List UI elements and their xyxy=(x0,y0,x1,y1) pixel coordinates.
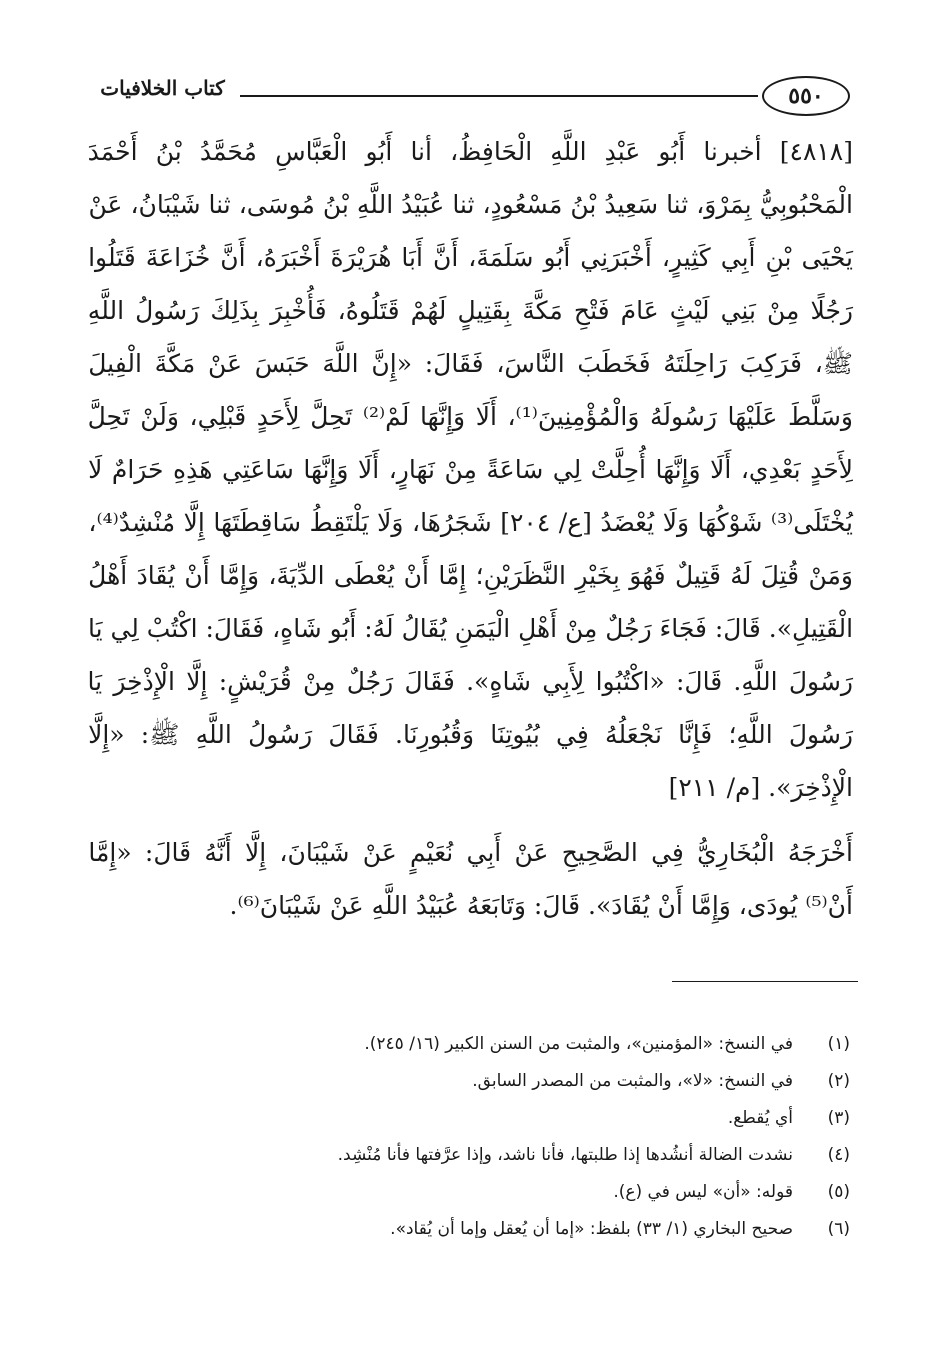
footnote-number: (١) xyxy=(827,1033,850,1054)
footnote xyxy=(100,1173,850,1210)
footnote-text: نشدت الضالة أنشُدها إذا طلبتها، فأنا ناشد، وإذا عرَّفتها فأنا مُنْشِد. xyxy=(337,1144,793,1165)
page-header xyxy=(90,62,850,122)
text-line: وَسَلَّطَ عَلَيْهَا رَسُولَهُ وَالْمُؤْمِنِينَ⁽¹⁾، أَلَا وَإِنَّهَا لَمْ⁽²⁾ تَحِلَّ لِأَحَدٍ قَبْلِي، وَلَنْ تَحِلَّ xyxy=(87,402,853,431)
footnote-text: أي يُقطع. xyxy=(727,1107,793,1128)
text-line: رَسُولَ اللَّهِ؛ فَإِنَّا نَجْعَلُهُ فِي بُيُوتِنَا وَقُبُورِنَا. فَقَالَ رَسُولُ اللَّهِ ﷺ: «إِلَّا xyxy=(88,720,853,749)
text-line: رَسُولَ اللَّهِ. قَالَ: «اكْتُبُوا لِأَبِي شَاهٍ». فَقَالَ رَجُلٌ مِنْ قُرَيْشٍ: إِلَّا الْإِذْخِرَ يَا xyxy=(87,667,853,696)
footnote-number: (٥) xyxy=(827,1181,850,1202)
text-line: ﷺ، فَرَكِبَ رَاحِلَتَهُ فَخَطَبَ النَّاسَ، فَقَالَ: «إِنَّ اللَّهَ حَبَسَ عَنْ مَكَّةَ الْفِيلَ xyxy=(88,349,853,378)
text-line: الْإِذْخِرَ». [م/ ٢١١] xyxy=(668,773,853,802)
footnote-number: (٦) xyxy=(827,1218,850,1239)
text-line: يُخْتَلَى⁽³⁾ شَوْكُهَا وَلَا يُعْضَدُ [ع/ ٢٠٤] شَجَرُهَا، وَلَا يَلْتَقِطُ سَاقِطَتَهَا إِلَّا مُنْشِدٌ⁽⁴⁾، xyxy=(88,508,853,537)
paragraph-gap xyxy=(88,814,853,826)
footnote-number: (٢) xyxy=(827,1070,850,1091)
footnote-text: في النسخ: «المؤمنين»، والمثبت من السنن الكبير (١٦/ ٢٤٥). xyxy=(364,1033,793,1054)
footnote-separator xyxy=(672,981,858,982)
footnote-text: صحيح البخاري (١/ ٣٣) بلفظ: «إما أن يُعقل وإما أن يُقاد». xyxy=(390,1218,793,1239)
text-line: الْقَتِيلِ». قَالَ: فَجَاءَ رَجُلٌ مِنْ أَهْلِ الْيَمَنِ يُقَالُ لَهُ: أَبُو شَاهٍ، فَقَالَ: اكْتُبْ لِي يَا xyxy=(87,614,853,643)
text-line: لِأَحَدٍ بَعْدِي، أَلَا وَإِنَّهَا أُحِلَّتْ لِي سَاعَةً مِنْ نَهَارٍ، أَلَا وَإِنَّهَا سَاعَتِي هَذِهِ حَرَامٌ لَا xyxy=(88,455,853,484)
footnote-text: في النسخ: «لا»، والمثبت من المصدر السابق. xyxy=(472,1070,793,1091)
text-line: الْمَحْبُوبِيُّ بِمَرْوَ، ثنا سَعِيدُ بْنُ مَسْعُودٍ، ثنا عُبَيْدُ اللَّهِ بْنُ مُوسَى، ثنا شَيْبَانُ، عَنْ xyxy=(88,190,853,219)
header-rule xyxy=(240,95,758,97)
text-line: رَجُلًا مِنْ بَنِي لَيْثٍ عَامَ فَتْحِ مَكَّةَ بِقَتِيلٍ لَهُمْ قَتَلُوهُ، فَأُخْبِرَ بِذَلِكَ رَسُولُ اللَّهِ xyxy=(87,296,853,325)
footnote xyxy=(100,1025,850,1062)
footnote-number: (٣) xyxy=(827,1107,850,1128)
main-text xyxy=(88,125,853,932)
text-line: [٤٨١٨] أخبرنا أَبُو عَبْدِ اللَّهِ الْحَافِظُ، أنا أَبُو الْعَبَّاسِ مُحَمَّدُ بْنُ أَحْمَدَ xyxy=(87,137,853,166)
text-line: أَخْرَجَهُ الْبُخَارِيُّ فِي الصَّحِيحِ عَنْ أَبِي نُعَيْمٍ عَنْ شَيْبَانَ، إِلَّا أَنَّهُ قَالَ: «إِمَّا xyxy=(88,838,853,867)
footnote-text: قوله: «أن» ليس في (ع). xyxy=(613,1181,793,1202)
page-number-badge xyxy=(762,76,850,116)
book-title: كتاب الخلافيات xyxy=(100,76,225,100)
text-line: يَحْيَى بْنِ أَبِي كَثِيرٍ، أَخْبَرَنِي أَبُو سَلَمَةَ، أَنَّ أَبَا هُرَيْرَةَ أَخْبَرَهُ، أَنَّ خُزَاعَةَ قَتَلُوا xyxy=(88,243,853,272)
footnotes xyxy=(100,1025,850,1247)
page-number: ٥٥٠ xyxy=(788,83,824,109)
footnote xyxy=(100,1136,850,1173)
text-line: أَنْ⁽⁵⁾ يُودَى، وَإِمَّا أَنْ يُقَادَ». قَالَ: وَتَابَعَهُ عُبَيْدُ اللَّهِ عَنْ شَيْبَانَ⁽⁶⁾. xyxy=(229,891,853,920)
footnote xyxy=(100,1210,850,1247)
footnote xyxy=(100,1062,850,1099)
footnote-number: (٤) xyxy=(827,1144,850,1165)
text-line: وَمَنْ قُتِلَ لَهُ قَتِيلٌ فَهُوَ بِخَيْرِ النَّظَرَيْنِ؛ إِمَّا أَنْ يُعْطَى الدِّيَةَ، وَإِمَّا أَنْ يُقَادَ أَهْلُ xyxy=(88,561,853,590)
footnote xyxy=(100,1099,850,1136)
